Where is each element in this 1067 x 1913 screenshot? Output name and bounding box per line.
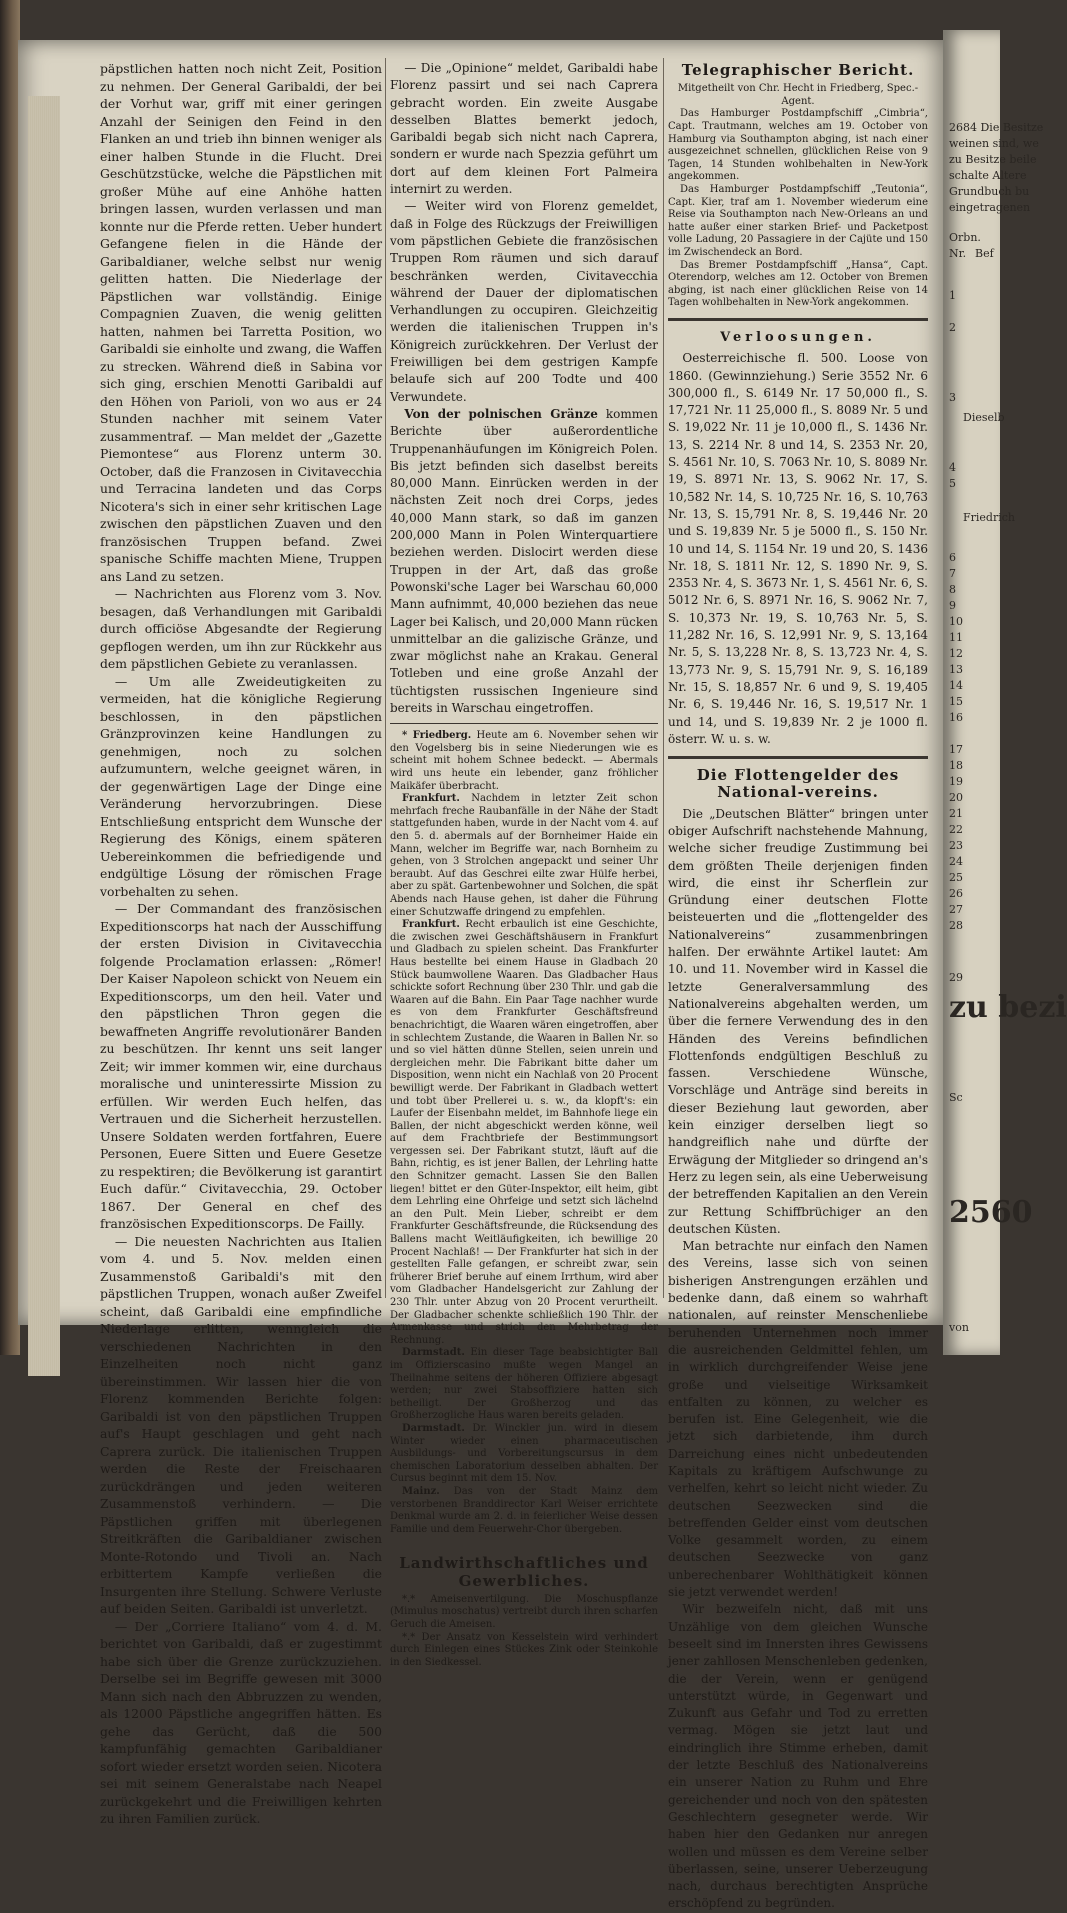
facing-text: 2 (949, 321, 956, 334)
facing-text: 19 (949, 775, 963, 788)
facing-text: 14 (949, 679, 963, 692)
local-news-place: * Friedberg. (402, 730, 472, 742)
column-divider (385, 58, 386, 1298)
farm-item: *.* Der Ansatz von Kesselstein wird verhindert durch Einlegen eines Stückes Zink oder Steinkohle in den Siedkessel. (390, 1631, 658, 1668)
local-news-place: Darmstadt. (402, 1347, 465, 1359)
facing-text: 22 (949, 823, 963, 836)
column-3 (668, 60, 928, 1911)
facing-text: zu Besitze beile (949, 153, 1037, 166)
facing-text: von (949, 1321, 969, 1334)
facing-text: schalte Altere (949, 169, 1027, 182)
column-divider (663, 58, 664, 1298)
local-news-text: Ein dieser Tage beabsichtigter Ball im Offizierscasino mußte wegen Mangel an Theilnahme seitens der höheren Offiziere abgesagt werden; nur zwei Stabsoffiziere hatten sich betheiligt. Der Großherzog und das Großherzogliche Haus waren bereits geladen. (390, 1347, 658, 1422)
facing-text: 4 (949, 461, 956, 474)
local-news-place: Frankfurt. (402, 793, 460, 805)
col1-paragraph: — Um alle Zweideutigkeiten zu vermeiden, hat die königliche Regierung beschlossen, in den päpstlichen Gränzprovinzen keine Handlungen zu genehmigen, noch zu solchen aufzumuntern, welche geeignet wären, in der gegenwärtigen Lage der Dinge eine Veränderung hervorzubringen. Diese Entschließung entspricht dem Wunsche der Regierung des Königs, einem späteren Uebereinkommen die befriedigende und endgültige Lösung der römischen Frage vorbehalten zu sehen. (100, 673, 382, 899)
col2-paragraph: — Die „Opinione“ meldet, Garibaldi habe Florenz passirt und sei nach Caprera gebracht worden. Ein zweite Ausgabe desselben Blattes bemerkt jedoch, Garibaldi begab sich nicht nach Caprera, sondern er wurde nach Spezzia geführt um dort auf dem kleinen Fort Palmeira internirt zu werden. (390, 61, 658, 197)
lottery-heading: Verloosungen. (720, 329, 876, 345)
facing-text: 11 (949, 631, 963, 644)
facing-text: Bef (975, 247, 994, 260)
facing-text: 9 (949, 599, 956, 612)
col1-paragraph: — Die neuesten Nachrichten aus Italien vom 4. und 5. Nov. melden einen Zusammenstoß Garibaldi's mit den päpstlichen Truppen, wonach außer Zweifel scheint, daß Garibaldi eine empfindliche Niederlage erlitten, wenngleich die verschiedenen Nachrichten in den Einzelheiten noch nicht ganz übereinstimmen. Wir lassen hier die von Florenz kommenden Berichte folgen: Garibaldi ist von den päpstlichen Truppen auf's Haupt geschlagen und geht nach Caprera zurück. Die italienischen Truppen werden die Reste der Freischaaren zurückdrängen und jeden weiteren Zusammenstoß verhindern. — Die Päpstlichen griffen mit überlegenen Streitkräften die Garibaldianer zwischen Monte-Rotondo und Tivoli an. Nach erbittertem Kampfe verließen die Insurgenten ihre Stellung. Schwere Verluste auf beiden Seiten. Garibaldi ist unverletzt. (100, 1233, 382, 1616)
farm-heading: Landwirthschaftliches und Gewerbliches. (399, 1554, 649, 1590)
facing-text: 27 (949, 903, 963, 916)
facing-text: 26 (949, 887, 963, 900)
newspaper-page (18, 40, 943, 1911)
local-news-item (390, 919, 658, 1347)
fleet-heading: Die Flottengelder des National-vereins. (696, 766, 900, 802)
facing-text: 21 (949, 807, 963, 820)
local-news-text: Heute am 6. November sehen wir den Vogelsberg bis in seine Niederungen wie es scheint mit hohem Schnee bedeckt. — Abermals wird uns heute ein lebender, ganz fröhlicher Maikäfer überbracht. (390, 730, 658, 792)
facing-text: 7 (949, 567, 956, 580)
column-2 (390, 60, 659, 1668)
local-news-text: Dr. Winckler jun. wird in diesem Winter wieder einen pharmaceutischen Ausbildungs- und Vorbereitungscursus in dem chemischen Laboratorium desselben abhalten. Der Cursus beginnt mit dem 15. Nov. (390, 1422, 659, 1485)
section-rule (390, 723, 658, 724)
local-news-item (390, 1423, 658, 1486)
facing-text: 28 (949, 919, 963, 932)
fleet-paragraph: Man betrachte nur einfach den Namen des Vereins, lasse sich von seinen bisherigen Anstrengungen erzählen und bedenke dann, daß einem so wahrhaft nationalen, auf reinster Menschenliebe beruhenden Unternehmen noch immer die ausreichenden Geldmittel fehlen, um in wirklich durchgreifender Weise jene große und vielseitige Wirksamkeit entfalten zu können, zu welcher es berufen ist. Eine Gelegenheit, wie die jetzt sich darbietende, ihm durch Darreichung eines nicht unbedeutenden Kapitals zu kräftigem Aufschwunge zu verhelfen, kehrt so leicht nicht wieder. Zu deutschen Seezwecken sind die betreffenden Gelder einst vom deutschen Volke gesammelt worden, zu einem deutschen Seezwecke von ganz unberechenbarer Wohlthätigkeit können sie jetzt verwendet werden! (668, 1239, 928, 1600)
facing-text: 24 (949, 855, 963, 868)
local-news-place: Mainz. (402, 1485, 440, 1497)
col1-paragraph: päpstlichen hatten noch nicht Zeit, Position zu nehmen. Der General Garibaldi, der bei der Vorhut war, griff mit einer geringen Anzahl der Seinigen den Feind in den Flanken an und trieb ihn binnen weniger als einer halben Stunde in die Flucht. Drei Geschützstücke, welche die Päpstlichen mit großer Mühe auf eine Anhöhe hatten bringen lassen, wurden verlassen und man konnte nur die Pferde retten. Ueber hundert Gefangene fielen in die Hände der Garibaldianer, welche selbst nur wenig gelitten hatten. Die Niederlage der Päpstlichen war vollständig. Einige Compagnien Zuaven, die wenig gelitten hatten, nahmen bei Tarretta Position, wo Garibaldi sie einholte und zwang, die Waffen zu strecken. Während dieß in Sabina vor sich ging, erschien Menotti Garibaldi auf den Höhen von Parioli, von wo aus er 24 Stunden nachher mit seinem Vater zusammentraf. — Man meldet der „Gazette Piemontese“ aus Florenz unterm 30. October, daß die Franzosen in Civitavecchia und Terracina landeten und das Corps Nicotera's sich in einer sehr kritischen Lage zwischen den päpstlichen Zuaven und den französischen Truppen befand. Zwei spanische Schiffe machten Miene, Truppen ans Land zu setzen. (100, 61, 382, 584)
local-news-item (390, 1486, 658, 1536)
facing-text: 3 (949, 391, 956, 404)
facing-text: Grundbuch bu (949, 185, 1030, 198)
facing-text: 23 (949, 839, 963, 852)
facing-text: zu bezi (949, 990, 1067, 1025)
facing-text: 2560 (949, 1195, 1033, 1230)
polish-border-lead: Von der polnischen Gränze (404, 406, 598, 421)
farm-items (390, 1594, 658, 1670)
section-rule (668, 756, 928, 759)
facing-text: 8 (949, 583, 956, 596)
facing-text: 29 (949, 971, 963, 984)
polish-border-report (390, 406, 658, 717)
polish-border-text: kommen Berichte über außerordentliche Truppenanhäufungen im Königreich Polen. Bis jetzt befinden sich daselbst bereits 80,000 Mann. Einrücken werden in der nächsten Zeit noch drei Corps, jedes 40,000 Mann stark, so daß im ganzen 200,000 Mann in Polen Winterquartiere beziehen werden. Dislocirt werden diese Truppen in der Art, daß das große Powonski'sche Lager bei Warschau 60,000 Mann aufnimmt, 40,000 beziehen das neue Lager bei Kalisch, und 20,000 Mann rücken unmittelbar an die galizische Gränze, und zwar möglichst nahe an Krakau. General Totleben und eine große Anzahl der tüchtigsten russischen Ingenieure sind bereits in Warschau eingetroffen. (390, 406, 658, 715)
facing-text: 12 (949, 647, 963, 660)
column-1 (100, 60, 382, 1826)
facing-text: Sc (949, 1091, 963, 1104)
facing-text: 10 (949, 615, 963, 628)
telegraph-paragraph: Das Hamburger Postdampfschiff „Teutonia“, Capt. Kier, traf am 1. November wiederum eine Reise via Southampton nach New-Orleans an und hatte außer einer starken Brief- und Packetpost volle Ladung, 20 Passagiere in der Cajüte und 150 im Zwischendeck an Bord. (668, 184, 928, 259)
local-news-item (390, 1347, 658, 1423)
section-rule (668, 318, 928, 321)
facing-text: 5 (949, 477, 956, 490)
facing-text: eingetragenen (949, 201, 1031, 214)
lottery-text: Oesterreichische fl. 500. Loose von 1860. (Gewinnziehung.) Serie 3552 Nr. 6 300,000 fl., S. 6149 Nr. 17 50,000 fl., S. 17,721 Nr. 11 25,000 fl., S. 8089 Nr. 5 und S. 19,022 Nr. 11 je 10,000 fl., S. 1436 Nr. 13, S. 2214 Nr. 8 und 14, S. 2353 Nr. 20, S. 4561 Nr. 10, S. 7063 Nr. 10, S. 8089 Nr. 19, S. 8971 Nr. 13, S. 9062 Nr. 17, S. 10,582 Nr. 14, S. 10,725 Nr. 16, S. 10,763 Nr. 13, S. 15,791 Nr. 8, S. 19,446 Nr. 20 und S. 19,839 Nr. 5 je 5000 fl., S. 150 Nr. 10 und 14, S. 1154 Nr. 19 und 20, S. 1436 Nr. 18, S. 1811 Nr. 12, S. 1890 Nr. 9, S. 2353 Nr. 4, S. 3673 Nr. 1, S. 4561 Nr. 6, S. 5012 Nr. 6, S. 8971 Nr. 16, S. 9062 Nr. 7, S. 10,373 Nr. 19, S. 10,763 Nr. 5, S. 11,282 Nr. 16, S. 12,991 Nr. 9, S. 13,164 Nr. 5, S. 13,228 Nr. 8, S. 13,723 Nr. 4, S. 13,773 Nr. 9, S. 15,791 Nr. 9, S. 16,189 Nr. 15, S. 18,857 Nr. 6 und 9, S. 19,405 Nr. 6, S. 19,446 Nr. 16, S. 19,517 Nr. 1 und 14, und S. 19,839 Nr. 2 je 1000 fl. österr. W. u. s. w. (668, 351, 928, 746)
col1-paragraph: — Nachrichten aus Florenz vom 3. Nov. besagen, daß Verhandlungen mit Garibaldi durch officiöse Abgesandte der Regierung gepflogen werden, um ihn zur Rückkehr aus dem päpstlichen Gebiete zu veranlassen. (100, 586, 382, 671)
local-news-text: Das von der Stadt Mainz dem verstorbenen Branddirector Karl Weiser errichtete Denkmal wurde am 2. d. in feierlicher Weise dessen Familie und dem Feuerwehr-Chor übergeben. (390, 1485, 658, 1535)
facing-text: 1 (949, 289, 956, 302)
section-rule (390, 1544, 658, 1547)
local-news (390, 730, 658, 1536)
telegraph-paragraph: Das Hamburger Postdampfschiff „Cimbria“, Capt. Trautmann, welches am 19. October von Hamburg via Southampton abging, ist nach einer ausgezeichnet schnellen, glücklichen Reise von 9 Tagen, 14 Stunden wohlbehalten in New-York angekommen. (668, 108, 928, 183)
page-stack-edge (28, 96, 60, 1376)
local-news-place: Frankfurt. (402, 919, 460, 931)
facing-text: Nr. (949, 247, 967, 260)
facing-text: 16 (949, 711, 963, 724)
local-news-place: Darmstadt. (402, 1422, 465, 1434)
facing-text: 20 (949, 791, 963, 804)
col2-paragraph: — Weiter wird von Florenz gemeldet, daß in Folge des Rückzugs der Freiwilligen vom päpstlichen Gebiete die französischen Truppen Rom räumen und sich darauf beschränken werden, Civitavecchia während der Dauer der diplomatischen Verhandlungen zu occupiren. Gleichzeitig werden die italienischen Truppen in's Königreich zurückkehren. Der Verlust der Freiwilligen bei dem gestrigen Kampfe belaufe sich auf 200 Todte und 400 Verwundete. (390, 199, 658, 404)
facing-page-edge (943, 30, 1067, 1355)
local-news-item (390, 793, 658, 919)
local-news-text: Nachdem in letzter Zeit schon mehrfach freche Raubanfälle in der Nähe der Stadt stattgefunden haben, wurde in der Nacht vom 4. auf den 5. d. abermals auf der Bornheimer Haide ein Mann, welcher im Begriffe war, nach Bornheim zu gehen, von 3 Strolchen angepackt und seiner Uhr beraubt. Auf das Geschrei eilte zwar Hülfe herbei, aber zu spät. Gartenbewohner und Solchen, die spät Abends nach Hause gehen, ist daher die Führung einer Schutzwaffe dringend zu empfehlen. (390, 793, 658, 918)
fleet-paragraph: Wir bezweifeln nicht, daß mit uns Unzählige von dem gleichen Wunsche beseelt sind im Innersten ihres Gewissens jener zahllosen Menschenleben gedenken, die der Verein, wenn er genügend unterstützt würde, in Gegenwart und Zukunft aus Gefahr und Tod zu erretten vermag. Mögen sie jetzt laut und eindringlich ihre Stimme erheben, damit der letzte Beschluß des Nationalvereins ein unserer Nation zu Ruhm und Ehre gereichender und noch von den spätesten Geschlechtern gesegneter werde. Wir haben hier den Gedanken nur anregen wollen und müssen es dem Vereine selber überlassen, seine, unserer Ueberzeugung nach, durchaus berechtigten Ansprüche erschöpfend zu begründen. (668, 1602, 928, 1911)
facing-text: Dieselb (963, 411, 1005, 424)
book-spine-edge (0, 0, 20, 1355)
local-news-item (390, 730, 658, 793)
facing-text: 17 (949, 743, 963, 756)
facing-text: 6 (949, 551, 956, 564)
facing-text: 2684 Die Besitze (949, 121, 1044, 134)
telegraph-paragraph: Das Bremer Postdampfschiff „Hansa“, Capt. Oterendorp, welches am 12. October von Bremen abging, ist nach einer glücklichen Reise von 14 Tagen wohlbehalten in New-York angekommen. (668, 259, 928, 309)
facing-text: 18 (949, 759, 963, 772)
col1-paragraph: — Der Commandant des französischen Expeditionscorps hat nach der Ausschiffung der ersten Division in Civitavecchia folgende Proclamation erlassen: „Römer! Der Kaiser Napoleon schickt von Neuem ein Expeditionscorps, um den heil. Vater und den päpstlichen Thron gegen die bewaffneten Angriffe revolutionärer Banden zu beschützen. Ihr kennt uns seit langer Zeit; wir immer kommen wir, eine durchaus moralische und uninteressirte Mission zu erfüllen. Wir werden Euch helfen, das Vertrauen und die Sicherheit herzustellen. Unsere Soldaten werden fortfahren, Euere Personen, Euere Sitten und Euere Gesetze zu respektiren; die Bevölkerung ist garantirt Euch dafür.“ Civitavecchia, 29. October 1867. Der General en chef des französischen Expeditionscorps. De Failly. (100, 901, 382, 1231)
col1-paragraph: — Der „Corriere Italiano“ vom 4. d. M. berichtet von Garibaldi, daß er zugestimmt habe sich über die Grenze zurückzuziehen. Derselbe sei im Begriffe gewesen mit 3000 Mann sich nach den Abbruzzen zu wenden, als 12000 Päpstliche angegriffen hätten. Es gehe das Gerücht, daß die 500 kampfunfähig gemachten Garibaldianer sofort wieder ersetzt worden seien. Nicotera sei mit seinem Generalstabe nach Neapel zurückgekehrt und die Freiwilligen kehrten zu ihren Familien zurück. (100, 1618, 382, 1826)
facing-text: Orbn. (949, 231, 981, 244)
telegraph-subheading: Mitgetheilt von Chr. Hecht in Friedberg, Spec.-Agent. (677, 83, 919, 107)
telegraph-heading: Telegraphischer Bericht. (681, 61, 915, 79)
farm-item: *.* Ameisenvertilgung. Die Moschuspflanze (Mimulus moschatus) vertreibt durch ihren scharfen Geruch die Ameisen. (390, 1593, 658, 1631)
facing-text: 15 (949, 695, 963, 708)
fleet-paragraph: Die „Deutschen Blätter“ bringen unter obiger Aufschrift nachstehende Mahnung, welche sicher freudige Zustimmung bei dem größten Theile derjenigen finden wird, die einst ihr Scherflein zur Gründung einer deutschen Flotte beisteuerten und die „flottengelder des Nationalvereins“ zusammenbringen halfen. Der erwähnte Artikel lautet: Am 10. und 11. November wird in Kassel die letzte Generalversammlung des Nationalvereins abgehalten werden, um über die fernere Verwendung des in den Händen des Vereins befindlichen Flottenfonds endgültigen Beschluß zu fassen. Verschiedene Wünsche, Vorschläge und Anträge sind bereits in dieser Beziehung laut geworden, aber kein einziger derselben liegt so handgreiflich nahe und dürfte der Erwägung der Mitglieder so dringend an's Herz zu legen sein, als eine Ueberweisung der betreffenden Kapitalien an den Verein zur Rettung Schiffbrüchiger an den deutschen Küsten. (668, 806, 928, 1236)
local-news-text: Recht erbaulich ist eine Geschichte, die zwischen zwei Geschäftshäusern in Frankfurt und Gladbach zu spielen scheint. Das Frankfurter Haus bestellte bei einem Hause in Gladbach 20 Stück baumwollene Waaren. Das Gladbacher Haus schickte sofort Rechnung über 230 Thlr. und gab die Waaren auf die Bahn. Ein Paar Tage nachher wurde es von dem Frankfurter Geschäftsfreund benachrichtigt, die Waaren wären eingetroffen, aber in schlechtem Zustande, die Waaren in Ballen Nr. so und so viel hätten dünne Stellen, seien unrein und dergleichen mehr. Die Fabrikant bitte daher um Disposition, wenn nicht ein Nachlaß von 20 Procent bewilligt werde. Der Fabrikant in Gladbach wettert und tobt über Prellerei u. s. w., da klopft's: ein Laufer der Eisenbahn meldet, im Bahnhofe liege ein Ballen, der nicht abgeschickt werden könne, weil auf dem Frachtbriefe der Bestimmungsort vergessen sei. Der Fabrikant stutzt, läuft auf die Bahn, richtig, es ist jener Ballen, der Lehrling hatte den Schnitzer gemacht. Lassen Sie den Ballen liegen! bittet er den Güter-Inspektor, eilt heim, gibt dem Lehrling eine Ohrfeige und setzt sich lächelnd an den Pult. Mein Lieber, schreibt er dem Frankfurter Geschäftsfreunde, die Rücksendung des Ballens macht Weitläufigkeiten, ich bewillige 20 Procent Nachlaß! — Der Frankfurter hat sich in der gestellten Falle gefangen, er schreibt zwar, sein früherer Brief beruhe auf einem Irrthum, wird aber vom Gladbacher Handelsgericht zur Zahlung der 230 Thlr. unter Abzug von 20 Procent verurtheilt. Der Gladbacher schenkte schließlich 190 Thlr. der Armenkasse und strich den Mehrbetrag der Rechnung. (390, 919, 658, 1346)
telegraph-report (668, 108, 928, 310)
facing-text: 13 (949, 663, 963, 676)
facing-text: 25 (949, 871, 963, 884)
facing-text: weinen sind, we (949, 137, 1039, 150)
facing-text: Friedrich (963, 511, 1015, 524)
